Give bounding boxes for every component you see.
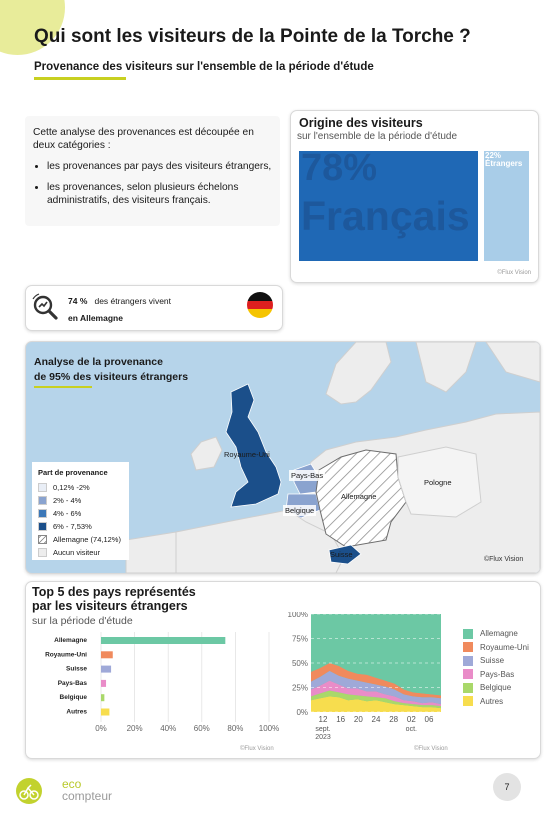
- legend-item: Belgique: [463, 681, 529, 695]
- intro-list: [25, 160, 280, 207]
- francais-label: Français: [301, 193, 470, 239]
- legend-item: Pays-Bas: [463, 668, 529, 682]
- x-tick-label: 24: [371, 715, 381, 724]
- intro-bullet: • les provenances par pays des visiteurs étrangers,: [47, 160, 272, 173]
- origin-title: Origine des visiteurs: [299, 116, 423, 130]
- y-tick-label: 50%: [291, 659, 308, 668]
- x-tick-label: 02: [406, 715, 416, 724]
- x-tick-sublabel: oct.: [405, 726, 417, 733]
- y-tick-label: 100%: [287, 612, 308, 619]
- y-tick-label: 25%: [291, 683, 308, 693]
- legend-item: 4% - 6%: [38, 508, 81, 518]
- y-tick-label: 0%: [296, 708, 308, 717]
- origin-source: ©Flux Vision: [497, 270, 531, 276]
- legend-item: Allemagne: [463, 627, 529, 641]
- category-label: Autres: [66, 708, 87, 716]
- legend-item: Autres: [463, 695, 529, 709]
- area-chart: [281, 612, 461, 752]
- legend-item: Aucun visiteur: [38, 547, 100, 557]
- x-tick-label: 28: [389, 715, 399, 724]
- map-label-nl: Pays-Bas: [291, 471, 324, 480]
- germany-flag-icon: [247, 292, 273, 318]
- legend-item: Allemagne (74,12%): [38, 534, 121, 544]
- map-title: Analyse de la provenance de 95% des visiteurs étrangers: [34, 356, 189, 383]
- top5-card: [25, 581, 541, 759]
- x-tick-label: 40%: [160, 724, 177, 733]
- x-tick-label: 20: [353, 715, 363, 724]
- y-tick-label: 75%: [291, 634, 308, 644]
- top5-title: Top 5 des pays représentés par les visiteurs étrangers: [32, 585, 196, 613]
- page-subtitle: Provenance des visiteurs sur l'ensemble de la période d'étude: [34, 61, 374, 73]
- x-tick-label: 80%: [227, 724, 244, 733]
- bar: [101, 666, 111, 673]
- origin-subtitle: sur l'ensemble de la période d'étude: [297, 131, 458, 142]
- x-tick-label: 06: [424, 715, 434, 724]
- legend-item: 2% - 4%: [38, 495, 81, 505]
- intro-bullet: • les provenances, selon plusieurs échelons administratifs, des visiteurs français.: [47, 181, 272, 207]
- x-tick-label: 0%: [95, 724, 107, 733]
- francais-pct: 78%: [301, 151, 378, 189]
- stat-text-2: en Allemagne: [68, 313, 123, 323]
- x-tick-label: 16: [336, 715, 346, 724]
- area-legend: [463, 627, 529, 708]
- intro-box: [25, 116, 280, 226]
- x-tick-label: 12: [318, 715, 328, 724]
- map-label-be: Belgique: [285, 506, 315, 515]
- legend-item: 6% - 7,53%: [38, 521, 92, 531]
- bar-chart: [26, 632, 281, 758]
- etrangers-block: [484, 151, 529, 261]
- map-title-underline: [34, 386, 92, 388]
- page-number: 7: [493, 773, 521, 801]
- etrangers-label: 22% Étrangers: [485, 151, 523, 168]
- map-card: [25, 341, 541, 574]
- bar: [101, 694, 104, 701]
- stat-text: 74 % des étrangers vivent: [68, 296, 172, 306]
- top5-subtitle: sur la période d'étude: [32, 615, 133, 627]
- map-label-uk: Royaume-Uni: [224, 450, 270, 459]
- category-label: Allemagne: [54, 637, 87, 644]
- legend-item: Royaume-Uni: [463, 641, 529, 655]
- area-source: ©Flux Vision: [414, 746, 448, 752]
- map-source: ©Flux Vision: [484, 556, 524, 563]
- magnifier-analytics-icon: [31, 293, 59, 321]
- bar-source: ©Flux Vision: [240, 746, 274, 752]
- bar: [101, 637, 225, 644]
- intro-text: Cette analyse des provenances est découpée en deux catégories :: [33, 127, 254, 151]
- x-tick-sublabel: 2023: [315, 734, 331, 741]
- category-label: Suisse: [66, 665, 87, 673]
- bar: [101, 709, 109, 716]
- category-label: Belgique: [59, 694, 87, 702]
- x-tick-label: 20%: [126, 724, 143, 733]
- map-label-de: Allemagne: [341, 492, 377, 501]
- brand-name: eco compteur: [62, 777, 113, 803]
- bar: [101, 651, 113, 658]
- category-label: Pays-Bas: [57, 679, 87, 687]
- origin-card: [290, 110, 539, 283]
- map-label-ch: Suisse: [330, 550, 353, 559]
- x-tick-sublabel: sept.: [315, 726, 331, 733]
- stat-card: [25, 285, 283, 331]
- map-label-pl: Pologne: [424, 478, 452, 487]
- bar: [101, 680, 106, 687]
- ecocompteur-logo-icon: [16, 778, 42, 804]
- category-label: Royaume-Uni: [45, 651, 87, 659]
- map-legend: [32, 462, 129, 560]
- francais-block: [299, 151, 478, 261]
- x-tick-label: 100%: [258, 724, 280, 733]
- subtitle-underline: [34, 77, 126, 80]
- page-title: Qui sont les visiteurs de la Pointe de la Torche ?: [34, 26, 471, 47]
- legend-item: Suisse: [463, 654, 529, 668]
- x-tick-label: 60%: [193, 724, 210, 733]
- legend-item: 0,12% -2%: [38, 482, 90, 492]
- legend-title: Part de provenance: [38, 468, 108, 477]
